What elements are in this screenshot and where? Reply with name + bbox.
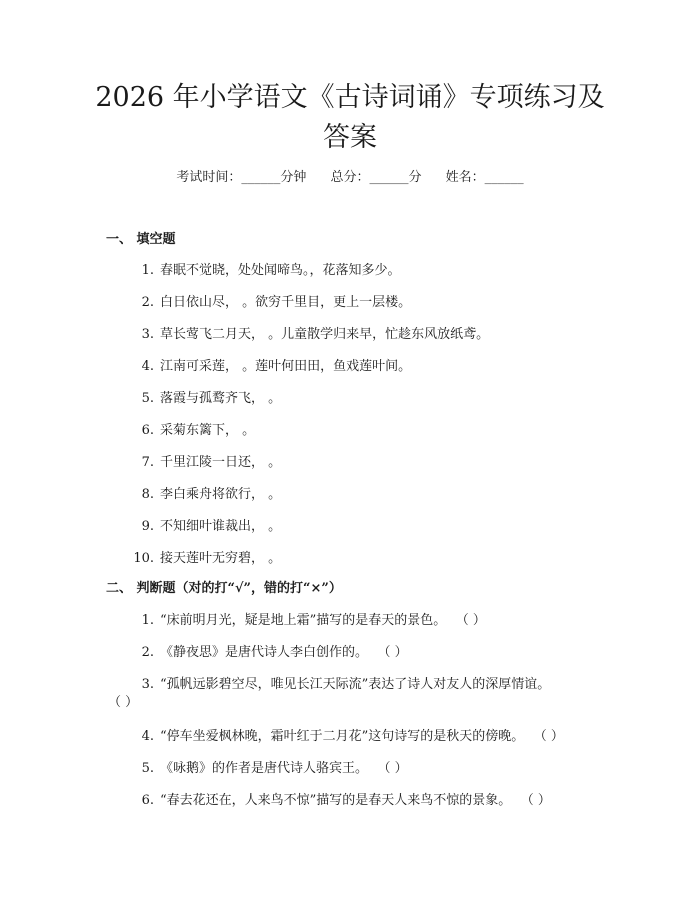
item-text: 千里江陵一日还， 。 xyxy=(160,455,282,470)
item-number: 1. xyxy=(141,613,154,628)
item-text: 采菊东篱下， 。 xyxy=(160,423,256,438)
item-text: 春眠不觉晓，处处闻啼鸟。，花落知多少。 xyxy=(160,263,401,278)
answer-parentheses: （ ） xyxy=(108,695,139,710)
answer-parentheses: （ ） xyxy=(527,793,551,808)
item-text: 接天莲叶无穷碧， 。 xyxy=(160,551,282,566)
item-text: 白日依山尽， 。欲穷千里目，更上一层楼。 xyxy=(160,295,412,310)
exam-time: 考试时间：______分钟 xyxy=(176,170,307,185)
item-number: 6. xyxy=(141,793,154,808)
item-text: 《静夜思》是唐代诗人李白创作的。 xyxy=(160,645,369,660)
answer-parentheses: （ ） xyxy=(462,613,486,628)
item-content xyxy=(160,792,551,810)
item-number: 2. xyxy=(141,295,154,310)
item-content xyxy=(160,644,408,662)
item-content xyxy=(160,612,486,630)
item-number: 5. xyxy=(141,391,154,406)
answer-parentheses: （ ） xyxy=(384,761,408,776)
item-text: “春去花还在，人来鸟不惊”描写的是春天人来鸟不惊的景象。 xyxy=(160,793,512,808)
section-title-fill: 一、 填空题 xyxy=(106,232,176,247)
item-text: 江南可采莲， 。莲叶何田田，鱼戏莲叶间。 xyxy=(160,359,412,374)
item-number: 8. xyxy=(141,487,154,502)
item-number: 3. xyxy=(141,327,154,342)
item-number: 9. xyxy=(141,519,154,534)
answer-parentheses: （ ） xyxy=(384,645,408,660)
exam-total-score: 总分：______分 xyxy=(330,170,422,185)
page-title: 2026 年小学语文《古诗词诵》专项练习及答案 xyxy=(95,82,605,153)
item-text: 《咏鹅》的作者是唐代诗人骆宾王。 xyxy=(160,761,369,776)
item-number: 7. xyxy=(141,455,154,470)
item-number: 2. xyxy=(141,645,154,660)
item-text: 李白乘舟将欲行， 。 xyxy=(160,487,282,502)
item-content xyxy=(160,760,408,778)
section-title-judge: 二、 判断题（对的打“√”，错的打“×”） xyxy=(106,581,342,596)
item-number: 3. xyxy=(141,677,154,692)
exam-meta xyxy=(0,169,700,187)
item-number: 1. xyxy=(141,263,154,278)
item-number: 4. xyxy=(141,729,154,744)
item-content xyxy=(160,728,564,746)
item-number: 6. xyxy=(141,423,154,438)
student-name: 姓名：______ xyxy=(445,170,524,185)
item-text: “床前明月光，疑是地上霜”描写的是春天的景色。 xyxy=(160,613,447,628)
item-number: 10. xyxy=(133,551,154,566)
item-text: “孤帆远影碧空尽，唯见长江天际流”表达了诗人对友人的深厚情谊。 xyxy=(160,677,551,692)
item-text: 落霞与孤鹜齐飞， 。 xyxy=(160,391,282,406)
item-number: 4. xyxy=(141,359,154,374)
item-number: 5. xyxy=(141,761,154,776)
answer-parentheses: （ ） xyxy=(540,729,564,744)
item-text: 草长莺飞二月天， 。儿童散学归来早，忙趁东风放纸鸢。 xyxy=(160,327,490,342)
item-text: 不知细叶谁裁出， 。 xyxy=(160,519,282,534)
item-text: “停车坐爱枫林晚，霜叶红于二月花”这句诗写的是秋天的傍晚。 xyxy=(160,729,525,744)
